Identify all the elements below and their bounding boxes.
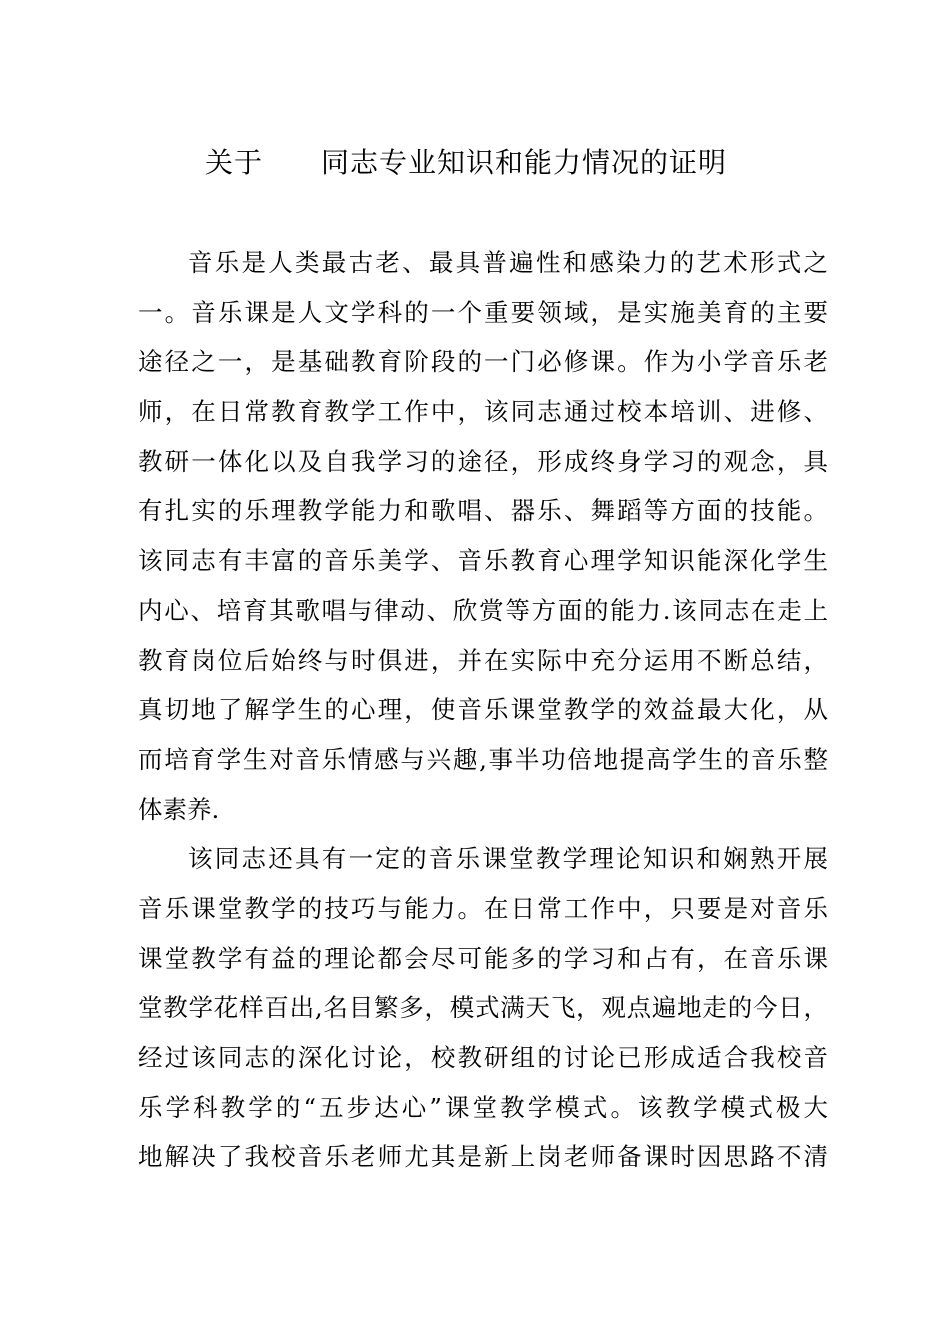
paragraph-line: 一。音乐课是人文学科的一个重要领域，是实施美育的主要 — [138, 297, 828, 327]
document-body — [138, 238, 828, 1182]
paragraph-line: 而培育学生对音乐情感与兴趣,事半功倍地提高学生的音乐整 — [138, 744, 828, 774]
page-title — [205, 143, 727, 183]
paragraph-line: 经过该同志的深化讨论，校教研组的讨论已形成适合我校音 — [138, 1043, 828, 1072]
paragraph-line: 地解决了我校音乐老师尤其是新上岗老师备课时因思路不清 — [138, 1142, 828, 1172]
paragraph-line: 教育岗位后始终与时俱进，并在实际中充分运用不断总结， — [138, 645, 828, 675]
paragraph-line: 师，在日常教育教学工作中，该同志通过校本培训、进修、 — [138, 397, 828, 427]
paragraph-line: 该同志有丰富的音乐美学、音乐教育心理学知识能深化学生 — [138, 546, 828, 576]
paragraph-line: 音乐是人类最古老、最具普遍性和感染力的艺术形式之 — [188, 248, 828, 277]
title-suffix: 同志专业知识和能力情况的证明 — [321, 146, 728, 179]
paragraph-line: 体素养. — [138, 794, 220, 824]
paragraph-line: 教研一体化以及自我学习的途径，形成终身学习的观念，具 — [138, 446, 828, 476]
paragraph-line: 该同志还具有一定的音乐课堂教学理论知识和娴熟开展 — [188, 844, 828, 874]
paragraph-line: 真切地了解学生的心理，使音乐课堂教学的效益最大化，从 — [138, 695, 828, 725]
paragraph-line: 途径之一，是基础教育阶段的一门必修课。作为小学音乐老 — [138, 347, 828, 377]
paragraph-line: 音乐课堂教学的技巧与能力。在日常工作中，只要是对音乐 — [138, 893, 828, 923]
paragraph-line: 堂教学花样百出,名目繁多，模式满天飞，观点遍地走的今日， — [138, 993, 828, 1023]
title-prefix: 关于 — [205, 146, 264, 179]
paragraph-line: 有扎实的乐理教学能力和歌唱、器乐、舞蹈等方面的技能。 — [138, 496, 828, 526]
paragraph-line: 课堂教学有益的理论都会尽可能多的学习和占有，在音乐课 — [138, 943, 828, 973]
paragraph-line: 内心、培育其歌唱与律动、欣赏等方面的能力.该同志在走上 — [138, 595, 828, 625]
paragraph-line: 乐学科教学的“五步达心”课堂教学模式。该教学模式极大 — [138, 1092, 828, 1122]
